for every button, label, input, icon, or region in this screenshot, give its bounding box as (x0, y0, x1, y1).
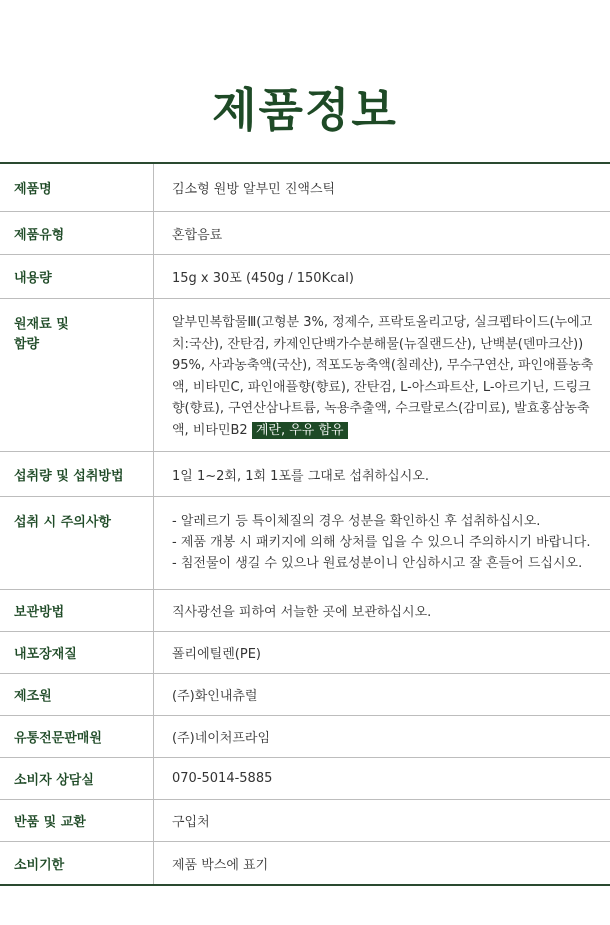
caution-line: - 알레르기 등 특이체질의 경우 성분을 확인하신 후 섭취하십시오. (172, 514, 541, 529)
table-row-cautions (0, 497, 610, 590)
row-value: 혼합음료 (172, 227, 223, 243)
allergen-highlight: 계란, 우유 함유 (252, 422, 348, 439)
row-label: 소비기한 (0, 842, 154, 884)
caution-line: - 제품 개봉 시 패키지에 의해 상처를 입을 수 있으니 주의하시기 바랍니다. (172, 535, 591, 550)
row-label: 보관방법 (0, 590, 154, 631)
table-row-packaging (0, 632, 610, 674)
table-row-contents (0, 255, 610, 299)
row-value: (주)화인내츄럴 (172, 689, 258, 704)
row-label: 섭취 시 주의사항 (0, 497, 154, 589)
table-row-ingredients (0, 299, 610, 452)
row-label: 제품유형 (0, 212, 154, 254)
row-label: 소비자 상담실 (0, 758, 154, 799)
row-label: 섭취량 및 섭취방법 (0, 452, 154, 496)
page-title: 제품정보 (212, 83, 398, 137)
row-value: 구입처 (172, 815, 210, 830)
row-label: 내용량 (0, 255, 154, 298)
row-label-line: 함량 (14, 337, 40, 352)
table-row-consumer-center (0, 758, 610, 800)
row-value: 15g x 30포 (450g / 150Kcal) (172, 271, 354, 286)
row-value: (주)네이처프라임 (172, 731, 271, 746)
ingredients-text: 알부민복합물Ⅲ(고형분 3%, 정제수, 프락토올리고당, 실크펩타이드(누에고치:국산), 잔탄검, 카제인단백가수분해물(뉴질랜드산), 난백분(덴마크산)) 95%, 사과농축액(국산), 적포도농축액(칠레산), 무수구연산, 파인애플농축액, 비타민C, 파인애플향(향료), 잔탄검, L-아스파트산, L-아르기닌, 드링크향(향료), 구연산삼나트륨, 녹용추출액, 수크랄로스(감미료), 발효홍삼농축액, 비타민B2 (172, 315, 594, 438)
table-row-product-name (0, 164, 610, 212)
row-label (0, 299, 154, 451)
row-value: 폴리에틸렌(PE) (172, 647, 261, 662)
row-value: 제품 박스에 표기 (172, 857, 269, 873)
table-row-returns (0, 800, 610, 842)
row-value: 1일 1~2회, 1회 1포를 그대로 섭취하십시오. (172, 468, 429, 484)
row-label: 제품명 (0, 164, 154, 211)
row-label: 반품 및 교환 (0, 800, 154, 841)
row-label: 제조원 (0, 674, 154, 715)
table-row-expiry (0, 842, 610, 884)
row-label-line: 원재료 및 (14, 317, 69, 332)
row-label: 유통전문판매원 (0, 716, 154, 757)
row-value: 직사광선을 피하여 서늘한 곳에 보관하십시오. (172, 605, 432, 620)
table-row-manufacturer (0, 674, 610, 716)
product-info-table (0, 162, 610, 886)
table-row-intake (0, 452, 610, 497)
row-value (154, 299, 610, 451)
caution-line: - 침전물이 생길 수 있으나 원료성분이니 안심하시고 잘 흔들어 드십시오. (172, 556, 583, 571)
row-value: 김소형 원방 알부민 진액스틱 (172, 182, 336, 197)
row-value (154, 497, 610, 589)
table-row-storage (0, 590, 610, 632)
table-row-product-type (0, 212, 610, 255)
table-row-distributor (0, 716, 610, 758)
row-value: 070-5014-5885 (172, 771, 273, 786)
row-label: 내포장재질 (0, 632, 154, 673)
